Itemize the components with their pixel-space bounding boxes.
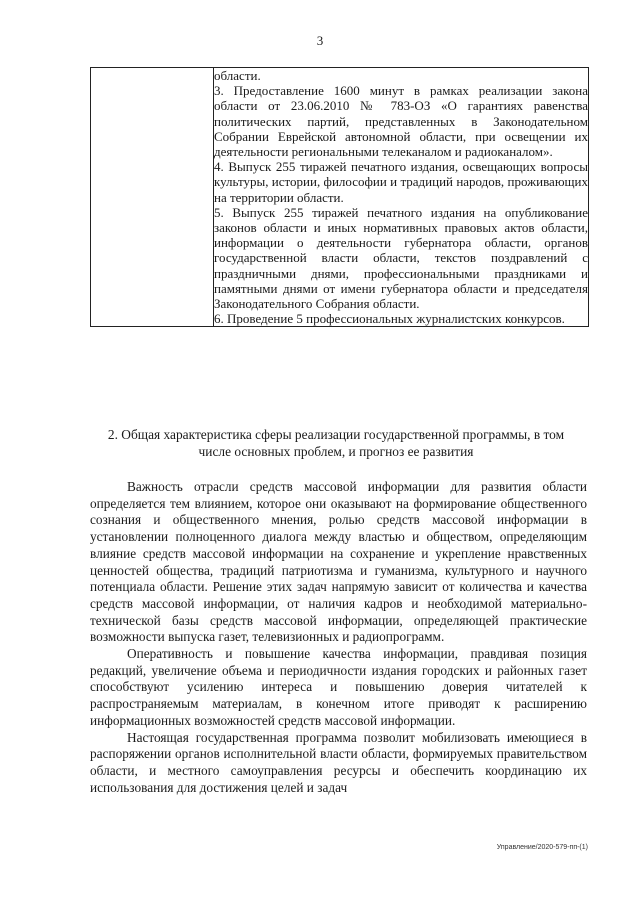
table-item-continuation: области. <box>214 68 261 83</box>
paragraph-3: Настоящая государственная программа позволит мобилизовать имеющиеся в распоряжении органов исполнительной власти области, формируемых правительством области, и местного самоуправления ресурсы и обеспечить координацию их использования для достижения целей и задач <box>90 729 587 795</box>
table-item-5: 5. Выпуск 255 тиражей печатного издания на опубликование законов области и иных нормативных правовых актов области, информации о деятельности губернатора области, органов государственной власти области, текстов поздравлений с праздничными днями, профессиональными праздниками и памятными днями от имени губернатора области и председателя Законодательного Собрания области. <box>214 204 588 312</box>
section-heading: 2. Общая характеристика сферы реализации государственной программы, в том числе основных проблем, и прогноз ее развития <box>107 427 565 459</box>
table-row <box>91 68 589 327</box>
document-footer: Управление/2020-579-пп-(1) <box>496 844 588 851</box>
page-number: 3 <box>316 33 324 48</box>
table-left-cell <box>91 68 214 327</box>
table-right-cell <box>214 68 589 327</box>
paragraph-2: Оперативность и повышение качества информации, правдивая позиция редакций, увеличение объема и периодичности издания городских и районных газет способствуют усилению интереса и повышению доверия читателей к распространяемым материалам, в конечном итоге приводят к расширению информационных возможностей средств массовой информации. <box>90 646 587 728</box>
table-item-3: 3. Предоставление 1600 минут в рамках реализации закона области от 23.06.2010 № 783-ОЗ «О гарантиях равенства политических партий, представленных в Законодательном Собрании Еврейской автономной области, при освещении их деятельности региональными телеканалом и радиоканалом». <box>214 83 588 160</box>
paragraph-1: Важность отрасли средств массовой информации для развития области определяется тем влиянием, которое они оказывают на формирование общественного сознания и общественного мнения, ролью средств массовой информации в установлении полноценного диалога между властью и обществом, определяющим влияние средств массовой информации на сохранение и укрепление нравственных ценностей общества, традиций патриотизма и гуманизма, культурного и научного потенциала области. Решение этих задач напрямую зависит от количества и качества средств массовой информации, от наличия кадров и необходимой материально-технической базы средств массовой информации, определяющей практические возможности выпуска газет, телевизионных и радиопрограмм. <box>90 479 587 645</box>
table-item-4: 4. Выпуск 255 тиражей печатного издания, освещающих вопросы культуры, истории, философии и традиций народов, проживающих на территории области. <box>214 159 588 205</box>
table-item-6: 6. Проведение 5 профессиональных журналистских конкурсов. <box>214 311 565 327</box>
program-table <box>90 67 589 327</box>
body-text <box>90 479 587 796</box>
